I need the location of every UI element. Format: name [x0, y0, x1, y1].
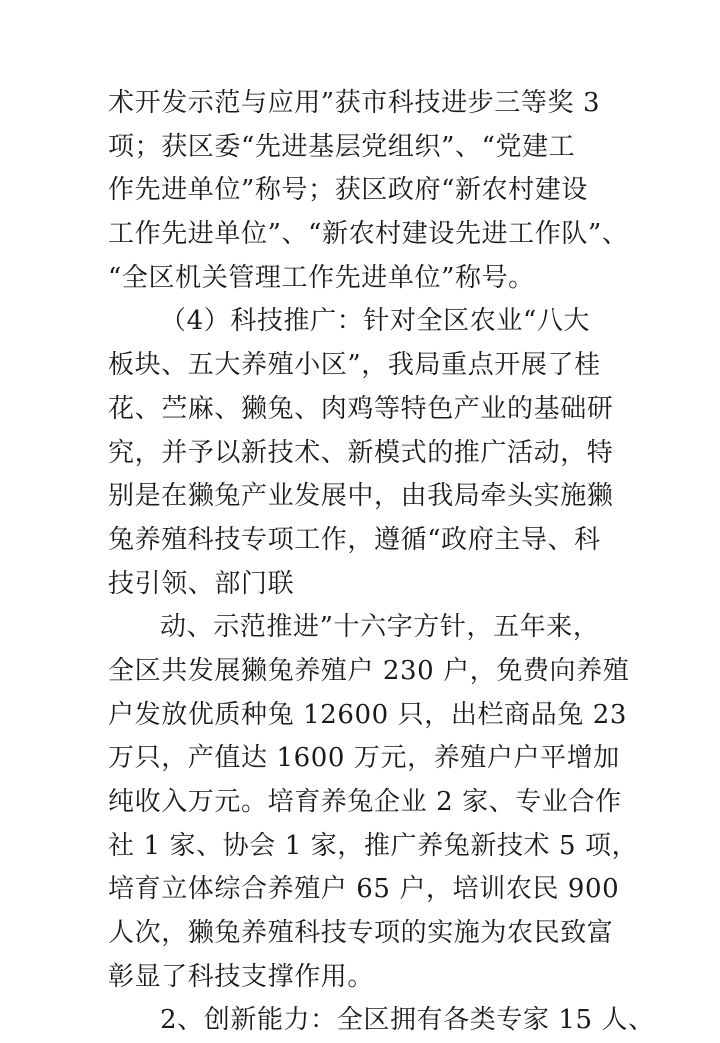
- text-line: 社 1 家、协会 1 家，推广养兔新技术 5 项，: [108, 830, 639, 861]
- text-line: 兔养殖科技专项工作，遵循“政府主导、科: [108, 524, 601, 555]
- text-line: 术开发示范与应用”获市科技进步三等奖 3: [108, 88, 601, 118]
- text-line: 项；获区委“先进基层党组织”、“党建工: [108, 131, 576, 162]
- text-line: 户发放优质种兔 12600 只，出栏商品兔 23: [108, 699, 627, 730]
- body-text: [108, 82, 655, 1043]
- text-line: 纯收入万元。培育养兔企业 2 家、专业合作: [108, 787, 622, 817]
- text-line: 万只，产值达 1600 万元，养殖户户平增加: [108, 743, 620, 774]
- text-line: “全区机关管理工作先进单位”称号。: [108, 262, 535, 293]
- text-line: 培育立体综合养殖户 65 户，培训农民 900: [108, 874, 620, 905]
- text-line: 2、创新能力：全区拥有各类专家 15 人、: [160, 1005, 655, 1036]
- text-line: 别是在獭兔产业发展中，由我局牵头实施獭: [108, 481, 614, 512]
- text-line: 板块、五大养殖小区”，我局重点开展了桂: [108, 350, 601, 381]
- text-line: 工作先进单位”、“新农村建设先进工作队”、: [108, 219, 629, 250]
- text-line: 技引领、部门联: [108, 568, 295, 599]
- text-line: 人次，獭兔养殖科技专项的实施为农民致富: [108, 918, 614, 949]
- text-line: （4）科技推广：针对全区农业“八大: [160, 306, 591, 337]
- text-line: 作先进单位”称号；获区政府“新农村建设: [108, 175, 588, 206]
- text-line: 究，并予以新技术、新模式的推广活动，特: [108, 437, 614, 468]
- text-line: 全区共发展獭兔养殖户 230 户，免费向养殖: [108, 655, 630, 686]
- text-line: 动、示范推进”十六字方针，五年来，: [160, 612, 600, 643]
- text-line: 花、苎麻、獭兔、肉鸡等特色产业的基础研: [108, 393, 614, 424]
- text-line: 彰显了科技支撑作用。: [108, 961, 375, 992]
